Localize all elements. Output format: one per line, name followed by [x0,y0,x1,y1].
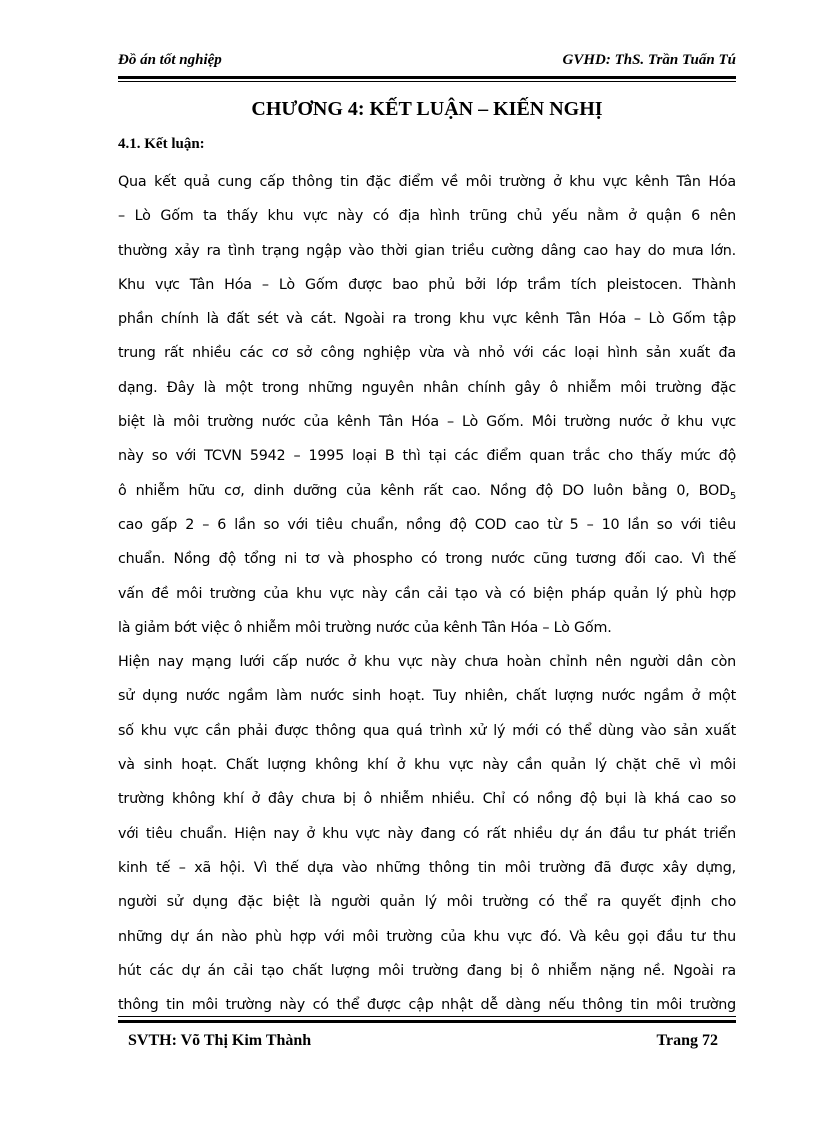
header-thesis-label: Đồ án tốt nghiệp [118,52,222,68]
page-number: Trang 72 [656,1032,718,1049]
header-supervisor: GVHD: ThS. Trần Tuấn Tú [562,52,736,68]
p2-line: trường không khí ở đây chưa bị ô nhiễm nhiều. Chỉ có nồng độ bụi là khá cao so [118,791,736,808]
p2-line: với tiêu chuẩn. Hiện nay ở khu vực này đang có rất nhiều dự án đầu tư phát triển [118,825,736,842]
p1-line: là giảm bớt việc ô nhiễm môi trường nước của kênh Tân Hóa – Lò Gốm. [118,619,612,636]
p1-line: – Lò Gốm ta thấy khu vực này có địa hình trũng chủ yếu nằm ở quận 6 nên [118,208,736,225]
p1-line: Khu vực Tân Hóa – Lò Gốm được bao phủ bởi lớp trầm tích pleistocen. Thành [118,276,736,293]
p1-line: thường xảy ra tình trạng ngập vào thời gian triều cường dâng cao hay do mưa lớn. [118,242,736,259]
header-rule-thick [118,76,736,79]
page-footer [118,1030,736,1054]
p2-line: những dự án nào phù hợp với môi trường của khu vực đó. Và kêu gọi đầu tư thu [118,928,736,945]
p1-line: biệt là môi trường nước của kênh Tân Hóa – Lò Gốm. Môi trường nước ở khu vực [118,414,736,431]
p1-line-bod [118,474,736,508]
footer-student: SVTH: Võ Thị Kim Thành [128,1032,312,1049]
p1-line: chuẩn. Nồng độ tổng ni tơ và phospho có trong nước cũng tương đối cao. Vì thế [118,551,736,568]
p2-line: sử dụng nước ngầm làm nước sinh hoạt. Tuy nhiên, chất lượng nước ngầm ở một [118,688,736,705]
section-title: 4.1. Kết luận: [118,136,205,152]
p1-line: vấn đề môi trường của khu vực này cần cải tạo và có biện pháp quản lý phù hợp [118,585,736,602]
p2-line: và sinh hoạt. Chất lượng không khí ở khu vực này cần quản lý chặt chẽ vì môi [118,757,736,774]
p1-line: phần chính là đất sét và cát. Ngoài ra trong khu vực kênh Tân Hóa – Lò Gốm tập [118,311,736,328]
bod-subscript: 5 [729,490,736,502]
p1-line: dạng. Đây là một trong những nguyên nhân chính gây ô nhiễm môi trường đặc [118,379,736,396]
p2-line: người sử dụng đặc biệt là người quản lý môi trường có thể ra quyết định cho [118,894,736,911]
p2-line: thông tin môi trường này có thể được cập nhật dễ dàng nếu thông tin môi trường [118,997,736,1014]
footer-rule-thin [118,1016,736,1017]
p1-line: Qua kết quả cung cấp thông tin đặc điểm về môi trường ở khu vực kênh Tân Hóa [118,174,736,190]
chapter-title: CHƯƠNG 4: KẾT LUẬN – KIẾN NGHỊ [251,98,603,120]
p2-line: Hiện nay mạng lưới cấp nước ở khu vực này chưa hoàn chỉnh nên người dân còn [118,654,736,671]
header-rule-thin [118,81,736,82]
p1-line: cao gấp 2 – 6 lần so với tiêu chuẩn, nồng độ COD cao từ 5 – 10 lần so với tiêu [118,516,736,533]
p2-line: hút các dự án cải tạo chất lượng môi trường đang bị ô nhiễm nặng nề. Ngoài ra [118,962,736,979]
footer-rule-thick [118,1020,736,1023]
p1-line: này so với TCVN 5942 – 1995 loại B thì tại các điểm quan trắc cho thấy mức độ [118,448,736,465]
body-text [118,165,736,1022]
p1-line: trung rất nhiều các cơ sở công nghiệp vừa và nhỏ với các loại hình sản xuất đa [118,345,736,362]
p2-line: kinh tế – xã hội. Vì thế dựa vào những thông tin môi trường đã được xây dựng, [118,859,736,876]
p1-line-text: ô nhiễm hữu cơ, dinh dưỡng của kênh rất cao. Nồng độ DO luôn bằng 0, BOD [118,482,730,499]
page-header [118,48,736,72]
p2-line: số khu vực cần phải được thông qua quá trình xử lý mới có thể dùng vào sản xuất [118,722,736,739]
